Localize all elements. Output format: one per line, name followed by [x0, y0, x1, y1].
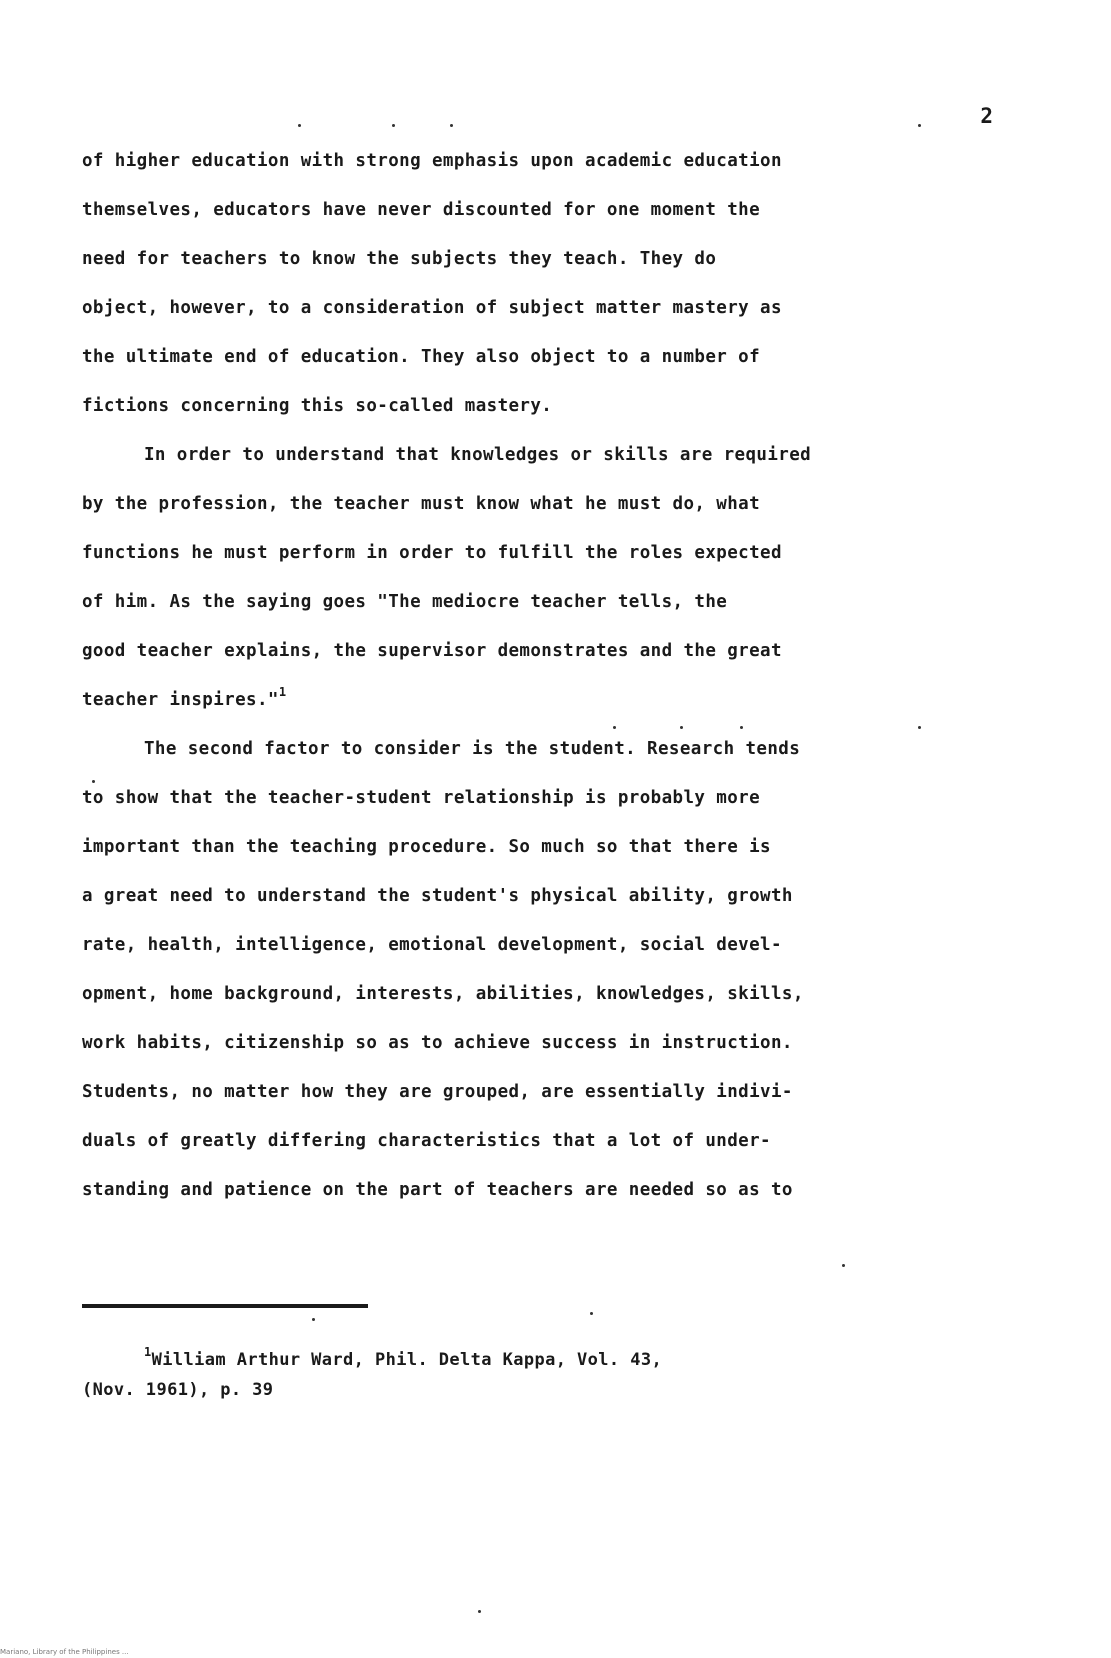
- body-line-20: Students, no matter how they are grouped, are essentially indivi-: [82, 1082, 793, 1102]
- body-line-21: duals of greatly differing characteristics that a lot of under-: [82, 1131, 771, 1151]
- body-line-12: [82, 685, 287, 710]
- footnote-reference: 1: [278, 685, 287, 699]
- body-line-6: fictions concerning this so-called mastery.: [82, 396, 553, 416]
- body-line-19: work habits, citizenship so as to achieve success in instruction.: [82, 1033, 793, 1053]
- body-line-10: of him. As the saying goes "The mediocre teacher tells, the: [82, 592, 728, 612]
- body-line-15: important than the teaching procedure. So much so that there is: [82, 837, 771, 857]
- scan-speck: [478, 1610, 481, 1613]
- scan-speck: [740, 726, 743, 729]
- scan-speck: [312, 1318, 315, 1321]
- footnote-marker: 1: [144, 1345, 152, 1359]
- scan-source-line: Mariano, Library of the Philippines ...: [0, 1648, 129, 1656]
- scan-speck: [392, 124, 395, 127]
- body-line-11: good teacher explains, the supervisor demonstrates and the great: [82, 641, 782, 661]
- footnote-line-2: (Nov. 1961), p. 39: [82, 1380, 274, 1400]
- scan-speck: [842, 1264, 845, 1267]
- body-line-9: functions he must perform in order to fulfill the roles expected: [82, 543, 782, 563]
- scan-speck: [590, 1312, 593, 1315]
- body-line-1: of higher education with strong emphasis upon academic education: [82, 151, 782, 171]
- body-line-3: need for teachers to know the subjects they teach. They do: [82, 249, 717, 269]
- body-line-22: standing and patience on the part of teachers are needed so as to: [82, 1180, 793, 1200]
- body-line-12-text: teacher inspires.": [82, 690, 279, 710]
- scan-speck: [918, 124, 921, 127]
- footnote-citation: William Arthur Ward, Phil. Delta Kappa, Vol. 43,: [151, 1350, 663, 1370]
- body-line-2: themselves, educators have never discounted for one moment the: [82, 200, 761, 220]
- scan-speck: [680, 726, 683, 729]
- page-number: 2: [980, 104, 993, 128]
- body-line-14: to show that the teacher-student relationship is probably more: [82, 788, 761, 808]
- body-line-4: object, however, to a consideration of subject matter mastery as: [82, 298, 782, 318]
- scan-speck: [298, 124, 301, 127]
- body-line-16: a great need to understand the student's physical ability, growth: [82, 886, 793, 906]
- body-line-7: In order to understand that knowledges or skills are required: [144, 445, 812, 465]
- footnote-line-1: [144, 1345, 663, 1370]
- body-line-5: the ultimate end of education. They also object to a number of: [82, 347, 761, 367]
- body-line-13: The second factor to consider is the student. Research tends: [144, 739, 801, 759]
- scan-speck: [450, 124, 453, 127]
- body-line-17: rate, health, intelligence, emotional development, social devel-: [82, 935, 782, 955]
- footnote-separator: [82, 1304, 368, 1308]
- scan-speck: [92, 780, 95, 783]
- body-line-8: by the profession, the teacher must know what he must do, what: [82, 494, 761, 514]
- scan-speck: [918, 726, 921, 729]
- scan-speck: [613, 726, 616, 729]
- body-line-18: opment, home background, interests, abilities, knowledges, skills,: [82, 984, 804, 1004]
